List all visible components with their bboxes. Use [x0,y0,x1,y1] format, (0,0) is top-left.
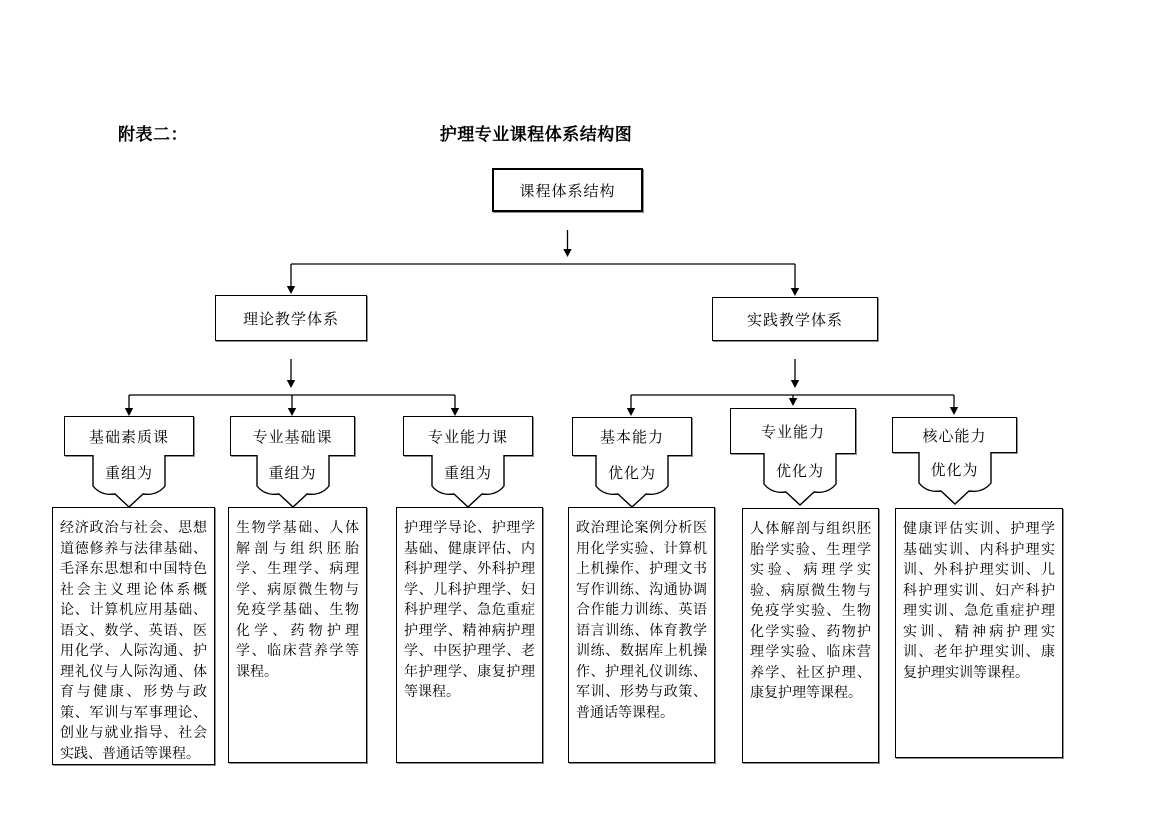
transform-arrow-2 [255,455,331,511]
course-list-professional-ability: 护理学导论、护理学基础、健康评估、内科护理学、外科护理学、儿科护理学、妇科护理学、急危重症护理学、精神病护理学、中医护理学、老年护理学、康复护理等课程。 [396,507,543,763]
course-list-professional-competence: 人体解剖与组织胚胎学实验、生理学实验、病理学实验、病原微生物与免疫学实验、生物化学实验、药物护理学实验、临床营养学、社区护理、康复护理等课程。 [742,508,879,763]
category-node-basic-quality: 基础素质课 [64,416,194,456]
practice-branch-node: 实践教学体系 [712,297,878,341]
page-title: 护理专业课程体系结构图 [439,125,633,144]
root-node: 课程体系结构 [492,168,643,212]
transform-arrow-1 [91,455,167,511]
course-list-basic-competence: 政治理论案例分析医用化学实验、计算机上机操作、护理文书写作训练、沟通协调合作能力训练、英语语言训练、体育教学训练、数据库上机操作、护理礼仪训练、军训、形势与政策、普通话等课程。 [568,507,715,763]
transform-arrow-label: 优化为 [775,463,824,480]
transform-arrow-3 [430,455,506,511]
transform-arrow-label: 优化为 [607,465,656,482]
transform-arrow-label: 优化为 [930,462,979,479]
transform-arrow-6 [917,452,993,508]
category-node-professional-competence: 专业能力 [730,408,856,454]
course-list-core-competence: 健康评估实训、护理学基础实训、内科护理实训、外科护理实训、儿科护理实训、妇产科护理实训、急危重症护理实训、精神病护理实训、老年护理实训、康复护理实训等课程。 [895,508,1063,758]
course-list-basic-quality: 经济政治与社会、思想道德修养与法律基础、毛泽东思想和中国特色社会主义理论体系概论、计算机应用基础、语文、数学、英语、医用化学、人际沟通、护理礼仪与人际沟通、体育与健康、形势与政策、军训与军事理论、创业与就业指导、社会实践、普通话等课程。 [52,507,215,765]
transform-arrow-4 [594,455,670,511]
transform-arrow-label: 重组为 [104,465,153,482]
theory-branch-node: 理论教学体系 [215,295,367,341]
transform-arrow-5 [762,453,838,509]
category-node-basic-competence: 基本能力 [572,417,692,456]
annex-label: 附表二： [118,125,188,144]
transform-arrow-label: 重组为 [443,465,492,482]
category-node-professional-ability: 专业能力课 [403,416,533,456]
transform-arrow-label: 重组为 [268,465,317,482]
category-node-professional-basic: 专业基础课 [230,416,355,456]
course-list-professional-basic: 生物学基础、人体解剖与组织胚胎学、生理学、病理学、病原微生物与免疫学基础、生物化学、药物护理学、临床营养学等课程。 [228,507,367,763]
category-node-core-competence: 核心能力 [892,417,1017,453]
